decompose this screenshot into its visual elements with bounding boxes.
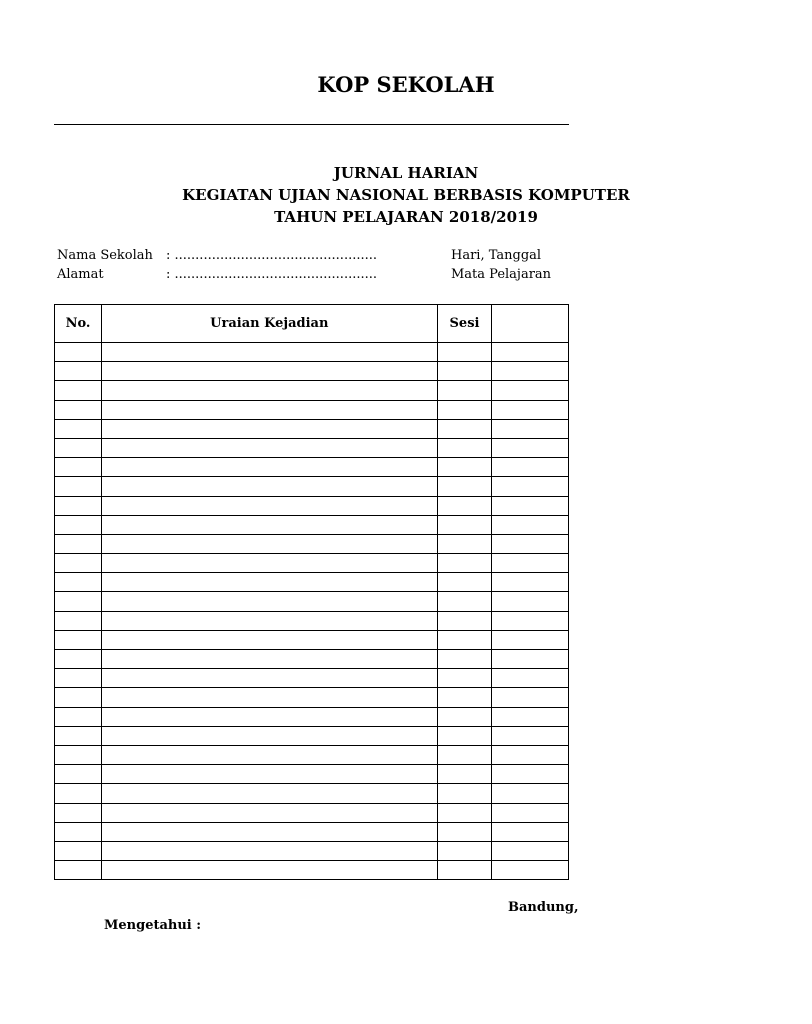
cell-sesi[interactable] [437, 841, 492, 860]
cell-uraian[interactable] [102, 515, 438, 534]
table-row [55, 573, 569, 592]
cell-uraian[interactable] [102, 592, 438, 611]
table-row [55, 841, 569, 860]
cell-uraian[interactable] [102, 841, 438, 860]
cell-uraian[interactable] [102, 534, 438, 553]
cell-extra[interactable] [492, 400, 569, 419]
cell-sesi[interactable] [437, 765, 492, 784]
table-row [55, 745, 569, 764]
cell-sesi[interactable] [437, 784, 492, 803]
cell-uraian[interactable] [102, 784, 438, 803]
hari-tanggal-label: Hari, Tanggal [451, 248, 542, 263]
cell-uraian[interactable] [102, 650, 438, 669]
cell-extra[interactable] [492, 803, 569, 822]
cell-uraian[interactable] [102, 419, 438, 438]
cell-sesi[interactable] [437, 650, 492, 669]
cell-sesi[interactable] [437, 343, 492, 362]
cell-extra[interactable] [492, 822, 569, 841]
cell-no[interactable] [55, 841, 102, 860]
cell-extra[interactable] [492, 381, 569, 400]
cell-sesi[interactable] [437, 745, 492, 764]
cell-uraian[interactable] [102, 707, 438, 726]
nama-sekolah-field: : ................................................. [166, 248, 377, 263]
cell-extra[interactable] [492, 784, 569, 803]
table-row [55, 822, 569, 841]
cell-sesi[interactable] [437, 362, 492, 381]
cell-no[interactable] [55, 381, 102, 400]
table-row [55, 496, 569, 515]
cell-sesi[interactable] [437, 592, 492, 611]
cell-extra[interactable] [492, 515, 569, 534]
cell-uraian[interactable] [102, 477, 438, 496]
cell-sesi[interactable] [437, 400, 492, 419]
cell-extra[interactable] [492, 438, 569, 457]
cell-no[interactable] [55, 573, 102, 592]
cell-uraian[interactable] [102, 573, 438, 592]
jurnal-table [54, 304, 569, 880]
cell-uraian[interactable] [102, 496, 438, 515]
cell-uraian[interactable] [102, 554, 438, 573]
table-body [55, 343, 569, 880]
table-row [55, 611, 569, 630]
cell-extra[interactable] [492, 745, 569, 764]
table-row [55, 707, 569, 726]
cell-sesi[interactable] [437, 381, 492, 400]
cell-extra[interactable] [492, 362, 569, 381]
cell-no[interactable] [55, 669, 102, 688]
cell-sesi[interactable] [437, 534, 492, 553]
table-row [55, 554, 569, 573]
cell-uraian[interactable] [102, 362, 438, 381]
cell-sesi[interactable] [437, 861, 492, 880]
table-row [55, 630, 569, 649]
cell-extra[interactable] [492, 592, 569, 611]
cell-no[interactable] [55, 822, 102, 841]
table-row [55, 477, 569, 496]
cell-sesi[interactable] [437, 822, 492, 841]
cell-no[interactable] [55, 438, 102, 457]
cell-no[interactable] [55, 400, 102, 419]
table-row [55, 343, 569, 362]
table-row [55, 515, 569, 534]
cell-no[interactable] [55, 726, 102, 745]
column-header-extra [492, 305, 569, 343]
cell-extra[interactable] [492, 841, 569, 860]
cell-uraian[interactable] [102, 803, 438, 822]
nama-sekolah-label: Nama Sekolah [57, 248, 153, 263]
cell-extra[interactable] [492, 669, 569, 688]
column-header-sesi: Sesi [437, 305, 492, 343]
table-row [55, 803, 569, 822]
cell-no[interactable] [55, 611, 102, 630]
cell-sesi[interactable] [437, 611, 492, 630]
cell-sesi[interactable] [437, 554, 492, 573]
table-row [55, 592, 569, 611]
cell-sesi[interactable] [437, 496, 492, 515]
table-row [55, 400, 569, 419]
cell-no[interactable] [55, 343, 102, 362]
cell-no[interactable] [55, 688, 102, 707]
cell-uraian[interactable] [102, 458, 438, 477]
cell-no[interactable] [55, 765, 102, 784]
cell-extra[interactable] [492, 630, 569, 649]
alamat-field: : ................................................. [166, 267, 377, 282]
cell-sesi[interactable] [437, 573, 492, 592]
title-kegiatan: KEGIATAN UJIAN NASIONAL BERBASIS KOMPUTER [182, 186, 630, 204]
cell-uraian[interactable] [102, 630, 438, 649]
table-header-row [55, 305, 569, 343]
cell-no[interactable] [55, 630, 102, 649]
cell-uraian[interactable] [102, 822, 438, 841]
cell-uraian[interactable] [102, 745, 438, 764]
cell-uraian[interactable] [102, 726, 438, 745]
cell-extra[interactable] [492, 611, 569, 630]
kop-sekolah-heading: KOP SEKOLAH [317, 72, 495, 97]
cell-extra[interactable] [492, 477, 569, 496]
table-row [55, 362, 569, 381]
table-row [55, 861, 569, 880]
header-divider [54, 124, 569, 125]
cell-uraian[interactable] [102, 669, 438, 688]
cell-sesi[interactable] [437, 458, 492, 477]
column-header-no: No. [55, 305, 102, 343]
cell-extra[interactable] [492, 458, 569, 477]
cell-sesi[interactable] [437, 419, 492, 438]
table-row [55, 419, 569, 438]
table-row [55, 650, 569, 669]
cell-no[interactable] [55, 554, 102, 573]
table-row [55, 381, 569, 400]
title-tahun-pelajaran: TAHUN PELAJARAN 2018/2019 [274, 208, 538, 226]
cell-sesi[interactable] [437, 726, 492, 745]
place-date-label: Bandung, [508, 900, 579, 915]
cell-uraian[interactable] [102, 438, 438, 457]
cell-sesi[interactable] [437, 630, 492, 649]
mata-pelajaran-label: Mata Pelajaran [451, 267, 552, 282]
cell-sesi[interactable] [437, 707, 492, 726]
cell-uraian[interactable] [102, 611, 438, 630]
table-row [55, 669, 569, 688]
cell-sesi[interactable] [437, 669, 492, 688]
cell-no[interactable] [55, 803, 102, 822]
cell-uraian[interactable] [102, 343, 438, 362]
cell-no[interactable] [55, 419, 102, 438]
table-row [55, 784, 569, 803]
cell-sesi[interactable] [437, 438, 492, 457]
cell-no[interactable] [55, 496, 102, 515]
table-row [55, 438, 569, 457]
cell-extra[interactable] [492, 707, 569, 726]
cell-no[interactable] [55, 477, 102, 496]
cell-no[interactable] [55, 592, 102, 611]
cell-no[interactable] [55, 362, 102, 381]
cell-extra[interactable] [492, 765, 569, 784]
cell-no[interactable] [55, 784, 102, 803]
mengetahui-label: Mengetahui : [104, 918, 202, 933]
cell-extra[interactable] [492, 726, 569, 745]
cell-uraian[interactable] [102, 400, 438, 419]
column-header-uraian: Uraian Kejadian [102, 305, 438, 343]
table-row [55, 765, 569, 784]
cell-extra[interactable] [492, 650, 569, 669]
cell-uraian[interactable] [102, 861, 438, 880]
cell-extra[interactable] [492, 573, 569, 592]
cell-extra[interactable] [492, 419, 569, 438]
cell-no[interactable] [55, 707, 102, 726]
cell-sesi[interactable] [437, 803, 492, 822]
cell-no[interactable] [55, 650, 102, 669]
cell-uraian[interactable] [102, 381, 438, 400]
cell-uraian[interactable] [102, 688, 438, 707]
table-row [55, 688, 569, 707]
cell-extra[interactable] [492, 343, 569, 362]
cell-no[interactable] [55, 534, 102, 553]
table-row [55, 534, 569, 553]
cell-no[interactable] [55, 515, 102, 534]
cell-sesi[interactable] [437, 515, 492, 534]
cell-no[interactable] [55, 745, 102, 764]
title-jurnal-harian: JURNAL HARIAN [333, 164, 479, 182]
alamat-label: Alamat [57, 267, 104, 282]
cell-sesi[interactable] [437, 477, 492, 496]
table-row [55, 458, 569, 477]
cell-uraian[interactable] [102, 765, 438, 784]
cell-no[interactable] [55, 861, 102, 880]
cell-extra[interactable] [492, 496, 569, 515]
cell-extra[interactable] [492, 688, 569, 707]
cell-no[interactable] [55, 458, 102, 477]
cell-extra[interactable] [492, 554, 569, 573]
cell-extra[interactable] [492, 861, 569, 880]
cell-sesi[interactable] [437, 688, 492, 707]
cell-extra[interactable] [492, 534, 569, 553]
table-row [55, 726, 569, 745]
